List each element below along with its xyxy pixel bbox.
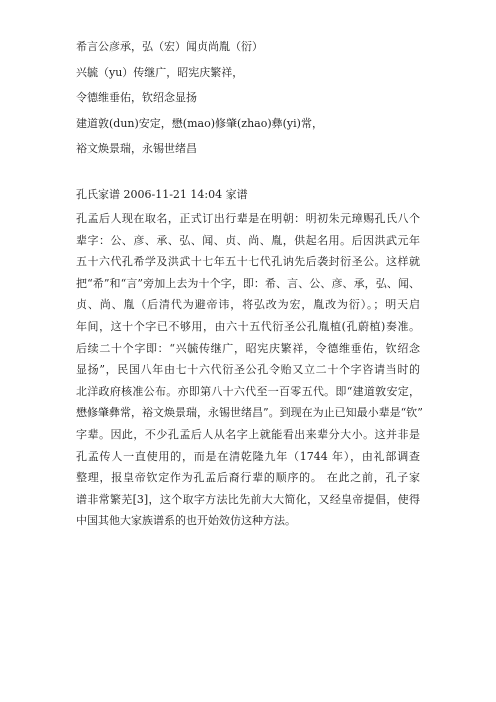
body-line: 中国其他大家族谱系的也开始效仿这种方法。 xyxy=(76,514,296,528)
body-line: 辈字：公、彦、承、弘、闻、贞、尚、胤，供起名用。后因洪武元年 xyxy=(76,233,420,247)
body-line: 懋修肇彝常，裕文焕景瑞，永锡世绪昌”。到现在为止已知最小辈是“钦” xyxy=(76,406,423,420)
body-line: 显扬”，民国八年由七十六代衍圣公孔令贻又立二十个字咨请当时的 xyxy=(76,363,420,377)
body-line: 谱非常繁芜[3]，这个取字方法比先前大大简化，又经皇帝提倡，使得 xyxy=(76,492,420,506)
body-line: 字辈。因此，不少孔孟后人从名字上就能看出来辈分大小。这并非是 xyxy=(76,427,420,441)
poem-line: 希言公彦承，弘（宏）闻贞尚胤（衍） xyxy=(76,40,263,53)
article-body xyxy=(76,212,423,536)
generation-poem xyxy=(76,40,416,168)
poem-line: 建道敦(dun)安定，懋(mao)修肇(zhao)彝(yi)常， xyxy=(76,116,323,130)
body-line: 北洋政府核准公布。亦即第八十六代至一百零五代。即“建道敦安定， xyxy=(76,384,420,398)
body-line: 整理，报皇帝钦定作为孔孟后裔行辈的顺序的。 在此之前，孔子家 xyxy=(76,471,420,485)
body-line: 把“希”和“言”旁加上去为十个字，即：希、言、公、彦、承，弘、闻、 xyxy=(76,276,420,290)
body-line: 孔孟后人现在取名，正式订出行辈是在明朝：明初朱元璋赐孔氏八个 xyxy=(76,212,420,225)
poem-line: 兴毓（yu）传继广，昭宪庆繁祥， xyxy=(76,65,244,79)
body-line: 年间，这十个字已不够用，由六十五代衍圣公孔胤植(孔蔚植)奏准。 xyxy=(76,319,420,333)
body-line: 五十六代孔希学及洪武十七年五十七代孔讷先后袭封衍圣公。这样就 xyxy=(76,255,420,269)
poem-line: 裕文焕景瑞，永锡世绪昌 xyxy=(76,142,197,155)
body-line: 贞、尚、胤（后清代为避帝讳，将弘改为宏，胤改为衍）。；明天启 xyxy=(76,298,420,312)
body-line: 孔孟传人一直使用的，而是在清乾隆九年（1744 年），由礼部调查 xyxy=(76,449,420,463)
body-line: 后续二十个字即：“兴毓传继广，昭宪庆繁祥，令德维垂佑，钦绍念 xyxy=(76,341,420,355)
article-title: 孔氏家谱 2006-11-21 14:04 家谱 xyxy=(76,188,248,201)
poem-line: 令德维垂佑，钦绍念显扬 xyxy=(76,91,197,104)
